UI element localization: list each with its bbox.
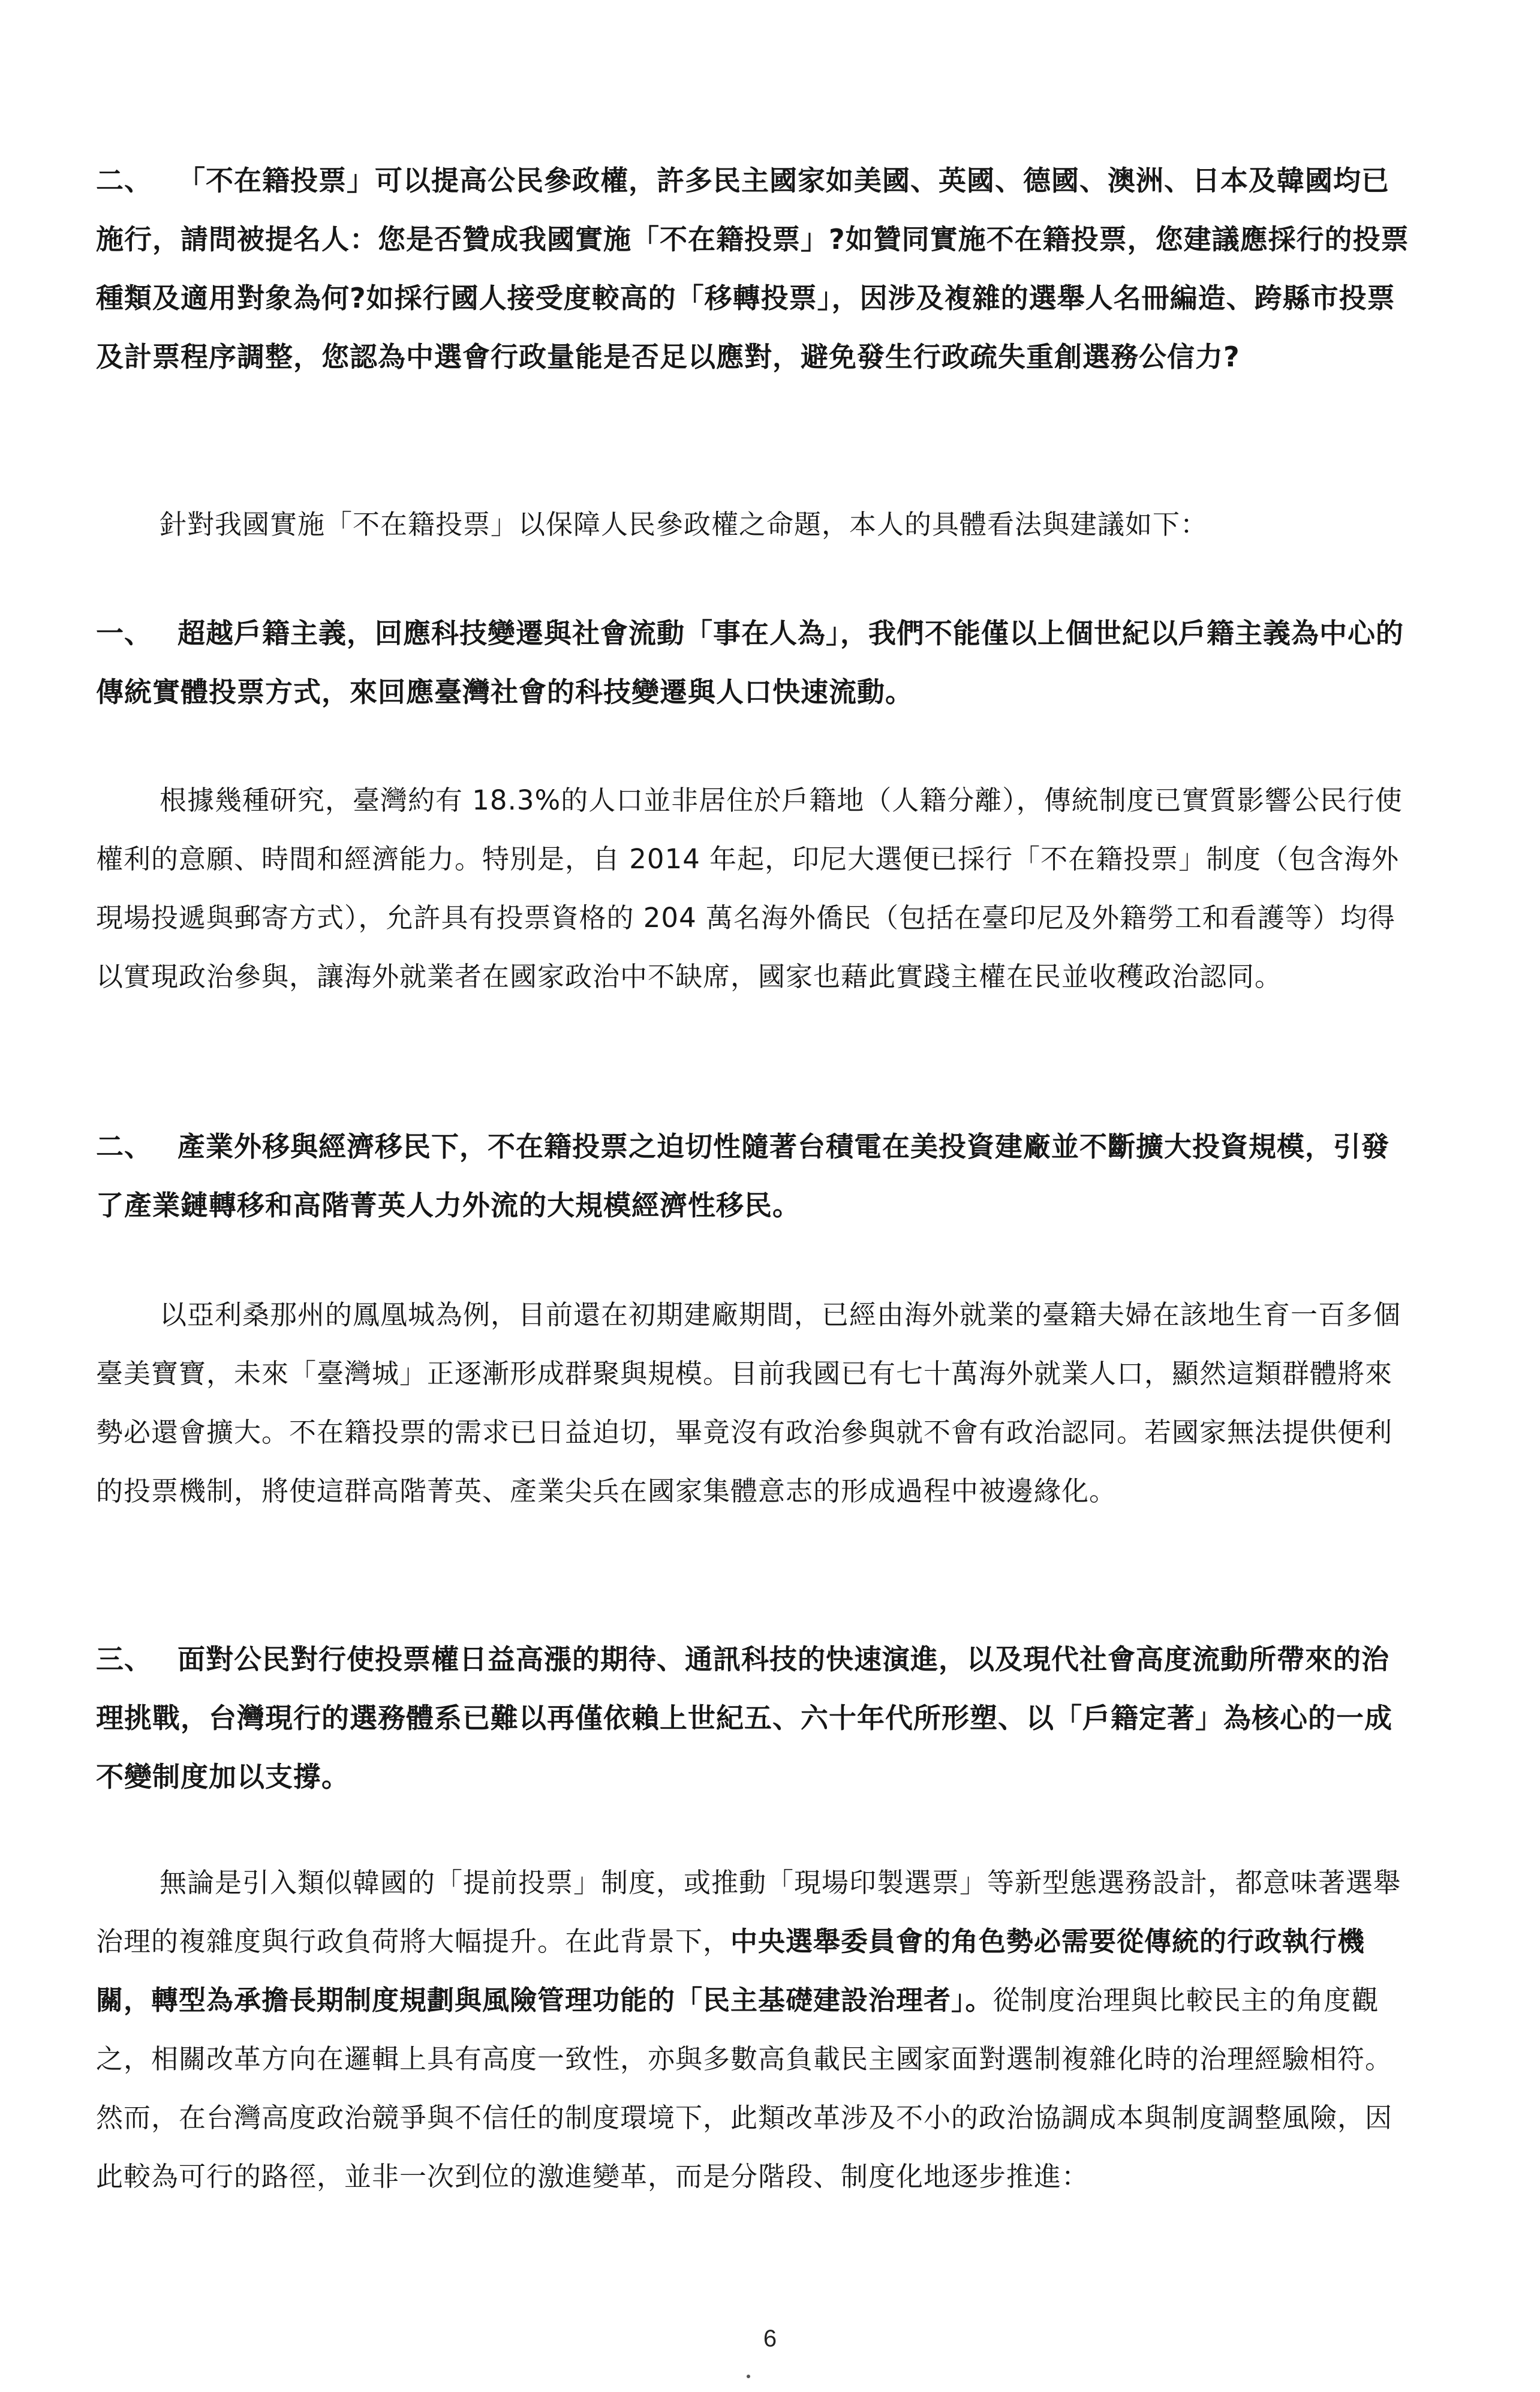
point-3-body-end: 從制度治理與比較民主的角度觀之，相關改革方向在邏輯上具有高度一致性，亦與多數高負載民主國家面對選制複雜化時的治理經驗相符。然而，在台灣高度政治競爭與不信任的制度環境下，此類改革涉及不小的政治協調成本與制度調整風險，因此較為可行的路徑，並非一次到位的激進變革，而是分階段、制度化地逐步推進： bbox=[96, 1984, 1393, 2192]
page-number: 6 bbox=[763, 2325, 777, 2352]
point-2-body: 以亞利桑那州的鳳凰城為例，目前還在初期建廠期間，已經由海外就業的臺籍夫婦在該地生育一百多個臺美寶寶，未來「臺灣城」正逐漸形成群聚與規模。目前我國已有七十萬海外就業人口，顯然這類群體將來勢必還會擴大。不在籍投票的需求已日益迫切，畢竟沒有政治參與就不會有政治認同。若國家無法提供便利的投票機制，將使這群高階菁英、產業尖兵在國家集體意志的形成過程中被邊緣化。 bbox=[96, 1299, 1401, 1507]
point-3-number: 三、 bbox=[96, 1643, 152, 1675]
scan-speck bbox=[747, 2375, 750, 2378]
point-1-heading-text: 超越戶籍主義，回應科技變遷與社會流動「事在人為」，我們不能僅以上個世紀以戶籍主義為中心的傳統實體投票方式，來回應臺灣社會的科技變遷與人口快速流動。 bbox=[96, 617, 1404, 708]
point-1-body: 根據幾種研究，臺灣約有 18.3%的人口並非居住於戶籍地（人籍分離），傳統制度已實質影響公民行使權利的意願、時間和經濟能力。特別是，自 2014 年起，印尼大選便已採行「不在籍投票」制度（包含海外現場投遞與郵寄方式），允許具有投票資格的 204 萬名海外僑民（包括在臺印尼及外籍勞工和看護等）均得以實現政治參與，讓海外就業者在國家政治中不缺席，國家也藉此實踐主權在民並收穫政治認同。 bbox=[96, 784, 1403, 992]
point-2-heading bbox=[96, 1117, 1415, 1235]
question-text: 「不在籍投票」可以提高公民參政權，許多民主國家如美國、英國、德國、澳洲、日本及韓國均已施行，請問被提名人：您是否贊成我國實施「不在籍投票」?如贊同實施不在籍投票，您建議應採行的投票種類及適用對象為何?如採行國人接受度較高的「移轉投票」，因涉及複雜的選舉人名冊編造、跨縣市投票及計票程序調整，您認為中選會行政量能是否足以應對，避免發生行政疏失重創選務公信力? bbox=[96, 164, 1409, 373]
point-3-heading bbox=[96, 1630, 1415, 1806]
point-2-number: 二、 bbox=[96, 1130, 152, 1163]
point-3-body-start: 無論是引入類似韓國的「提前投票」制度，或推動「現場印製選票」等新型態選務設計，都意味著選舉治理的複雜度與行政負荷將大幅提升。在此背景下， bbox=[96, 1867, 1401, 1957]
point-1-number: 一、 bbox=[96, 617, 152, 649]
question-number: 二、 bbox=[96, 164, 152, 197]
point-3-body bbox=[96, 1854, 1415, 2206]
point-2-heading-text: 產業外移與經濟移民下，不在籍投票之迫切性隨著台積電在美投資建廠並不斷擴大投資規模，引發了產業鏈轉移和高階菁英人力外流的大規模經濟性移民。 bbox=[96, 1130, 1389, 1221]
intro-paragraph: 針對我國實施「不在籍投票」以保障人民參政權之命題，本人的具體看法與建議如下： bbox=[160, 509, 1208, 540]
point-1-heading bbox=[96, 604, 1415, 721]
point-3-heading-text: 面對公民對行使投票權日益高漲的期待、通訊科技的快速演進，以及現代社會高度流動所帶來的治理挑戰，台灣現行的選務體系已難以再僅依賴上世紀五、六十年代所形塑、以「戶籍定著」為核心的一成不變制度加以支撐。 bbox=[96, 1643, 1392, 1793]
point-3-body-emphasis: 中央選舉委員會的角色勢必需要從傳統的行政執行機關，轉型為承擔長期制度規劃與風險管理功能的「民主基礎建設治理者」。 bbox=[96, 1925, 1365, 2016]
question-paragraph bbox=[96, 151, 1415, 386]
